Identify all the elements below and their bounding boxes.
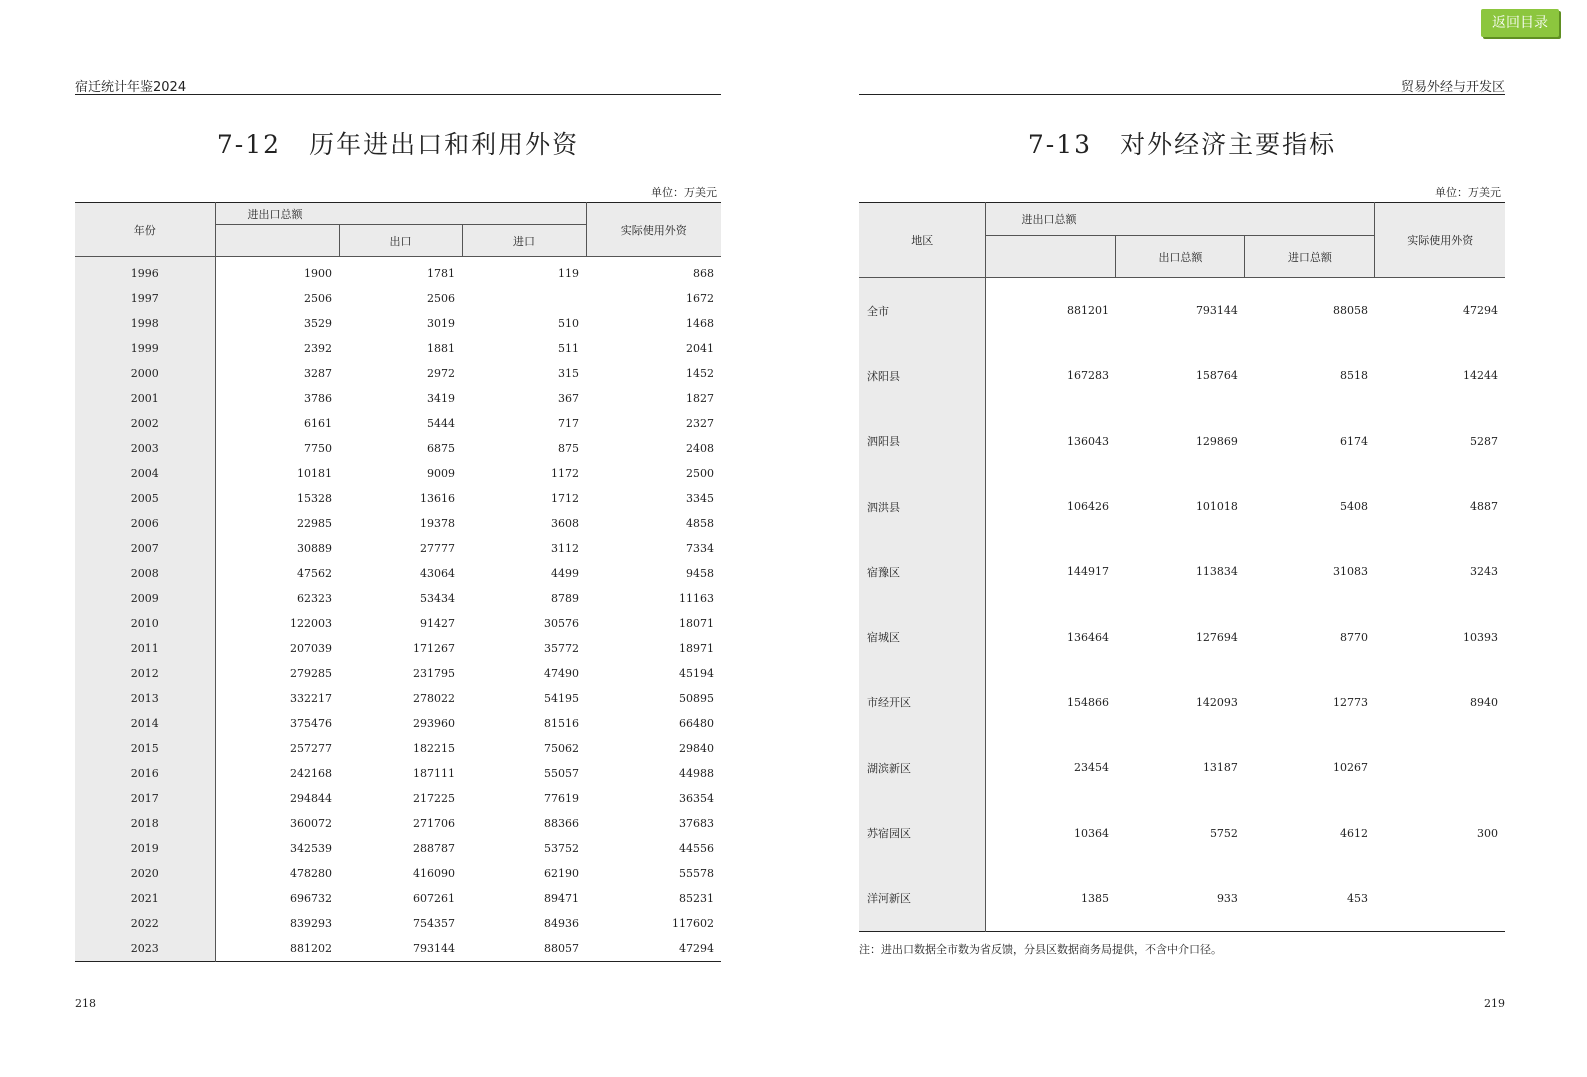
value-cell: 45194 xyxy=(679,667,715,680)
year-cell: 2000 xyxy=(75,361,215,386)
value-cell: 511 xyxy=(558,342,580,355)
year-cell: 2005 xyxy=(75,486,215,511)
value-cell: 478280 xyxy=(290,867,332,880)
year-cell: 2020 xyxy=(75,861,215,886)
value-cell: 10393 xyxy=(1463,630,1498,644)
value-cell: 2392 xyxy=(304,342,332,355)
value-cell: 10181 xyxy=(297,467,332,480)
left-page xyxy=(75,0,721,1077)
value-cell: 242168 xyxy=(290,767,332,780)
page-number: 218 xyxy=(75,997,96,1010)
value-cell: 91427 xyxy=(420,617,455,630)
page-title xyxy=(75,125,721,161)
year-cell: 2013 xyxy=(75,686,215,711)
value-cell: 75062 xyxy=(544,742,580,755)
value-cell: 1672 xyxy=(686,292,715,305)
value-cell: 1881 xyxy=(427,342,455,355)
value-cell: 35772 xyxy=(544,642,580,655)
table-row xyxy=(859,474,1505,539)
value-cell: 182215 xyxy=(413,742,455,755)
year-cell: 2018 xyxy=(75,811,215,836)
value-cell: 13616 xyxy=(420,492,455,505)
header-blank xyxy=(215,225,339,257)
region-cell: 泗阳县 xyxy=(859,409,986,474)
year-cell: 2022 xyxy=(75,911,215,936)
value-cell: 3287 xyxy=(304,367,332,380)
value-cell: 875 xyxy=(558,442,580,455)
value-cell xyxy=(1375,866,1505,932)
value-cell: 117602 xyxy=(672,917,715,930)
table-row xyxy=(75,561,721,586)
year-cell: 1999 xyxy=(75,336,215,361)
region-cell: 沭阳县 xyxy=(859,343,986,408)
value-cell: 2408 xyxy=(686,442,715,455)
year-cell: 2017 xyxy=(75,786,215,811)
unit-label: 单位：万美元 xyxy=(651,186,717,199)
value-cell: 44556 xyxy=(679,842,715,855)
table-row xyxy=(75,461,721,486)
value-cell: 793144 xyxy=(413,942,455,955)
table-row xyxy=(75,711,721,736)
value-cell: 1385 xyxy=(1080,891,1109,905)
region-indicator-table xyxy=(859,202,1505,932)
header-import: 进口总额 xyxy=(1245,236,1375,278)
value-cell: 14244 xyxy=(1463,369,1498,383)
value-cell xyxy=(1375,735,1505,800)
value-cell: 5287 xyxy=(1470,434,1498,448)
value-cell: 10267 xyxy=(1332,761,1368,775)
table-row xyxy=(75,361,721,386)
value-cell: 839293 xyxy=(290,917,332,930)
year-cell: 1998 xyxy=(75,311,215,336)
value-cell: 54195 xyxy=(544,692,580,705)
value-cell: 144917 xyxy=(1066,565,1109,579)
value-cell: 142093 xyxy=(1195,695,1238,709)
value-cell: 5444 xyxy=(427,417,455,430)
value-cell: 217225 xyxy=(413,792,455,805)
year-cell: 2004 xyxy=(75,461,215,486)
value-cell: 8940 xyxy=(1470,695,1498,709)
page-number: 219 xyxy=(1484,997,1505,1010)
value-cell: 5752 xyxy=(1209,826,1238,840)
value-cell: 360072 xyxy=(290,817,332,830)
value-cell: 136464 xyxy=(1066,630,1109,644)
table-number: 7-12 xyxy=(216,130,282,159)
value-cell: 113834 xyxy=(1195,565,1238,579)
table-title: 对外经济主要指标 xyxy=(1120,130,1337,159)
table-row xyxy=(75,911,721,936)
value-cell: 9009 xyxy=(427,467,455,480)
value-cell: 22985 xyxy=(297,517,332,530)
value-cell: 7334 xyxy=(686,542,715,555)
header-export: 出口总额 xyxy=(1116,236,1245,278)
value-cell: 44988 xyxy=(679,767,715,780)
value-cell: 30889 xyxy=(297,542,332,555)
region-cell: 洋河新区 xyxy=(859,866,986,932)
table-row xyxy=(75,286,721,311)
value-cell: 31083 xyxy=(1332,565,1368,579)
table-row xyxy=(859,604,1505,669)
region-cell: 湖滨新区 xyxy=(859,735,986,800)
year-cell: 2002 xyxy=(75,411,215,436)
value-cell: 15328 xyxy=(297,492,332,505)
value-cell: 8518 xyxy=(1339,369,1368,383)
table-row xyxy=(75,636,721,661)
value-cell: 7750 xyxy=(304,442,332,455)
value-cell: 154866 xyxy=(1066,695,1109,709)
value-cell: 933 xyxy=(1216,891,1238,905)
table-number: 7-13 xyxy=(1027,130,1093,159)
region-cell: 宿豫区 xyxy=(859,539,986,604)
value-cell: 607261 xyxy=(413,892,455,905)
value-cell: 3786 xyxy=(304,392,332,405)
value-cell: 3345 xyxy=(686,492,715,505)
value-cell: 167283 xyxy=(1066,369,1109,383)
running-head xyxy=(859,74,1505,95)
value-cell: 5408 xyxy=(1339,500,1368,514)
table-row xyxy=(75,936,721,962)
table-row xyxy=(859,800,1505,865)
value-cell: 62323 xyxy=(297,592,332,605)
value-cell: 2506 xyxy=(304,292,332,305)
value-cell: 2327 xyxy=(686,417,715,430)
value-cell: 696732 xyxy=(290,892,332,905)
table-row xyxy=(75,536,721,561)
value-cell: 881202 xyxy=(290,942,332,955)
value-cell: 271706 xyxy=(413,817,455,830)
value-cell: 13187 xyxy=(1202,761,1238,775)
table-row xyxy=(859,866,1505,932)
year-cell: 2007 xyxy=(75,536,215,561)
table-row xyxy=(75,436,721,461)
year-cell: 1997 xyxy=(75,286,215,311)
table-row xyxy=(75,761,721,786)
header-blank xyxy=(986,236,1116,278)
value-cell: 8770 xyxy=(1339,630,1368,644)
value-cell: 3019 xyxy=(427,317,455,330)
value-cell: 510 xyxy=(558,317,580,330)
year-cell: 2011 xyxy=(75,636,215,661)
value-cell: 2500 xyxy=(686,467,715,480)
year-cell: 2012 xyxy=(75,661,215,686)
table-row xyxy=(75,257,721,287)
table-row xyxy=(75,586,721,611)
value-cell: 3419 xyxy=(427,392,455,405)
value-cell: 43064 xyxy=(420,567,455,580)
year-cell: 2003 xyxy=(75,436,215,461)
header-year: 年份 xyxy=(75,203,215,257)
value-cell: 81516 xyxy=(544,717,580,730)
value-cell: 453 xyxy=(1346,891,1368,905)
value-cell: 37683 xyxy=(679,817,715,830)
value-cell: 50895 xyxy=(679,692,715,705)
table-row xyxy=(75,611,721,636)
header-fdi: 实际使用外资 xyxy=(1375,203,1505,278)
value-cell: 12773 xyxy=(1332,695,1368,709)
value-cell: 4612 xyxy=(1339,826,1368,840)
value-cell: 119 xyxy=(558,267,580,280)
value-cell: 2506 xyxy=(427,292,455,305)
value-cell: 4858 xyxy=(686,517,715,530)
value-cell: 6174 xyxy=(1339,434,1368,448)
running-head xyxy=(75,74,721,95)
table-row xyxy=(75,411,721,436)
header-total: 进出口总额 xyxy=(986,203,1375,236)
table-row xyxy=(75,386,721,411)
table-title: 历年进出口和利用外资 xyxy=(309,130,580,159)
table-row xyxy=(75,786,721,811)
value-cell: 1172 xyxy=(551,467,580,480)
table-row xyxy=(75,336,721,361)
table-row xyxy=(75,686,721,711)
value-cell: 88366 xyxy=(544,817,580,830)
value-cell: 3608 xyxy=(551,517,580,530)
year-cell: 2010 xyxy=(75,611,215,636)
value-cell: 375476 xyxy=(290,717,332,730)
value-cell: 315 xyxy=(558,367,580,380)
header-fdi: 实际使用外资 xyxy=(586,203,721,257)
value-cell: 342539 xyxy=(290,842,332,855)
table-row xyxy=(859,735,1505,800)
year-cell: 2016 xyxy=(75,761,215,786)
value-cell: 1900 xyxy=(304,267,332,280)
year-cell: 2009 xyxy=(75,586,215,611)
year-cell: 2019 xyxy=(75,836,215,861)
value-cell: 3243 xyxy=(1470,565,1498,579)
table-row xyxy=(859,278,1505,344)
value-cell: 293960 xyxy=(413,717,455,730)
value-cell: 101018 xyxy=(1195,500,1238,514)
value-cell: 27777 xyxy=(420,542,455,555)
trade-history-table xyxy=(75,202,721,962)
value-cell: 6161 xyxy=(304,417,332,430)
value-cell: 294844 xyxy=(290,792,332,805)
table-row xyxy=(75,861,721,886)
region-cell: 泗洪县 xyxy=(859,474,986,539)
value-cell: 84936 xyxy=(544,917,580,930)
table-row xyxy=(75,736,721,761)
value-cell: 18971 xyxy=(679,642,715,655)
header-total: 进出口总额 xyxy=(215,203,586,225)
value-cell: 18071 xyxy=(679,617,715,630)
value-cell: 127694 xyxy=(1195,630,1238,644)
value-cell: 1827 xyxy=(686,392,715,405)
value-cell: 793144 xyxy=(1195,304,1238,318)
value-cell: 55578 xyxy=(679,867,715,880)
value-cell: 158764 xyxy=(1195,369,1238,383)
value-cell: 171267 xyxy=(413,642,455,655)
value-cell: 88057 xyxy=(544,942,580,955)
value-cell: 4499 xyxy=(551,567,580,580)
table-row xyxy=(859,539,1505,604)
year-cell: 2015 xyxy=(75,736,215,761)
value-cell: 136043 xyxy=(1066,434,1109,448)
value-cell: 881201 xyxy=(1066,304,1109,318)
header-export: 出口 xyxy=(339,225,462,257)
year-cell: 2008 xyxy=(75,561,215,586)
value-cell: 129869 xyxy=(1195,434,1238,448)
table-row xyxy=(859,409,1505,474)
right-page xyxy=(859,0,1505,1077)
value-cell: 1781 xyxy=(427,267,455,280)
table-row xyxy=(75,811,721,836)
year-cell: 2021 xyxy=(75,886,215,911)
value-cell: 717 xyxy=(558,417,580,430)
value-cell: 85231 xyxy=(679,892,715,905)
value-cell: 23454 xyxy=(1073,761,1109,775)
value-cell: 288787 xyxy=(413,842,455,855)
value-cell: 1712 xyxy=(551,492,580,505)
back-to-contents-button[interactable]: 返回目录 xyxy=(1481,9,1559,37)
value-cell: 47294 xyxy=(1463,304,1498,318)
value-cell: 66480 xyxy=(679,717,715,730)
value-cell: 278022 xyxy=(413,692,455,705)
value-cell: 53434 xyxy=(420,592,455,605)
table-row xyxy=(75,661,721,686)
value-cell: 1468 xyxy=(686,317,715,330)
footnote: 注：进出口数据全市数为省反馈，分县区数据商务局提供，不含中介口径。 xyxy=(859,943,1222,956)
value-cell: 416090 xyxy=(413,867,455,880)
value-cell: 367 xyxy=(558,392,580,405)
value-cell: 754357 xyxy=(413,917,455,930)
chapter-title: 贸易外经与开发区 xyxy=(1400,80,1505,95)
value-cell: 106426 xyxy=(1066,500,1109,514)
year-cell: 2001 xyxy=(75,386,215,411)
value-cell: 10364 xyxy=(1073,826,1109,840)
value-cell: 55057 xyxy=(544,767,580,780)
value-cell: 77619 xyxy=(544,792,580,805)
year-cell: 1996 xyxy=(75,257,215,287)
table-row xyxy=(75,886,721,911)
table-row xyxy=(75,311,721,336)
value-cell: 62190 xyxy=(544,867,580,880)
value-cell: 279285 xyxy=(290,667,332,680)
header-region: 地区 xyxy=(859,203,986,278)
region-cell: 宿城区 xyxy=(859,604,986,669)
value-cell: 868 xyxy=(693,267,715,280)
value-cell: 8789 xyxy=(551,592,580,605)
year-cell: 2006 xyxy=(75,511,215,536)
value-cell: 3112 xyxy=(551,542,580,555)
value-cell: 231795 xyxy=(413,667,455,680)
table-row xyxy=(75,486,721,511)
value-cell: 332217 xyxy=(290,692,332,705)
region-cell: 苏宿园区 xyxy=(859,800,986,865)
table-row xyxy=(75,836,721,861)
value-cell: 1452 xyxy=(686,367,715,380)
value-cell: 122003 xyxy=(290,617,332,630)
value-cell: 30576 xyxy=(544,617,580,630)
value-cell: 257277 xyxy=(290,742,332,755)
value-cell: 53752 xyxy=(544,842,580,855)
value-cell: 47490 xyxy=(544,667,580,680)
table-row xyxy=(859,670,1505,735)
value-cell: 6875 xyxy=(427,442,455,455)
value-cell: 2972 xyxy=(427,367,455,380)
region-cell: 全市 xyxy=(859,278,986,344)
year-cell: 2014 xyxy=(75,711,215,736)
page-title xyxy=(859,125,1505,161)
value-cell xyxy=(462,286,586,311)
value-cell: 4887 xyxy=(1470,500,1498,514)
value-cell: 9458 xyxy=(686,567,715,580)
value-cell: 19378 xyxy=(420,517,455,530)
value-cell: 300 xyxy=(1477,826,1498,840)
value-cell: 187111 xyxy=(413,767,455,780)
value-cell: 47562 xyxy=(297,567,332,580)
value-cell: 2041 xyxy=(686,342,715,355)
table-row xyxy=(859,343,1505,408)
value-cell: 89471 xyxy=(544,892,580,905)
value-cell: 47294 xyxy=(679,942,715,955)
header-import: 进口 xyxy=(462,225,586,257)
value-cell: 11163 xyxy=(679,592,715,605)
value-cell: 36354 xyxy=(679,792,715,805)
table-row xyxy=(75,511,721,536)
value-cell: 207039 xyxy=(290,642,332,655)
unit-label: 单位：万美元 xyxy=(1435,186,1501,199)
value-cell: 29840 xyxy=(679,742,715,755)
year-cell: 2023 xyxy=(75,936,215,962)
value-cell: 3529 xyxy=(304,317,332,330)
region-cell: 市经开区 xyxy=(859,670,986,735)
yearbook-title: 宿迁统计年鉴2024 xyxy=(75,80,187,95)
value-cell: 88058 xyxy=(1332,304,1368,318)
